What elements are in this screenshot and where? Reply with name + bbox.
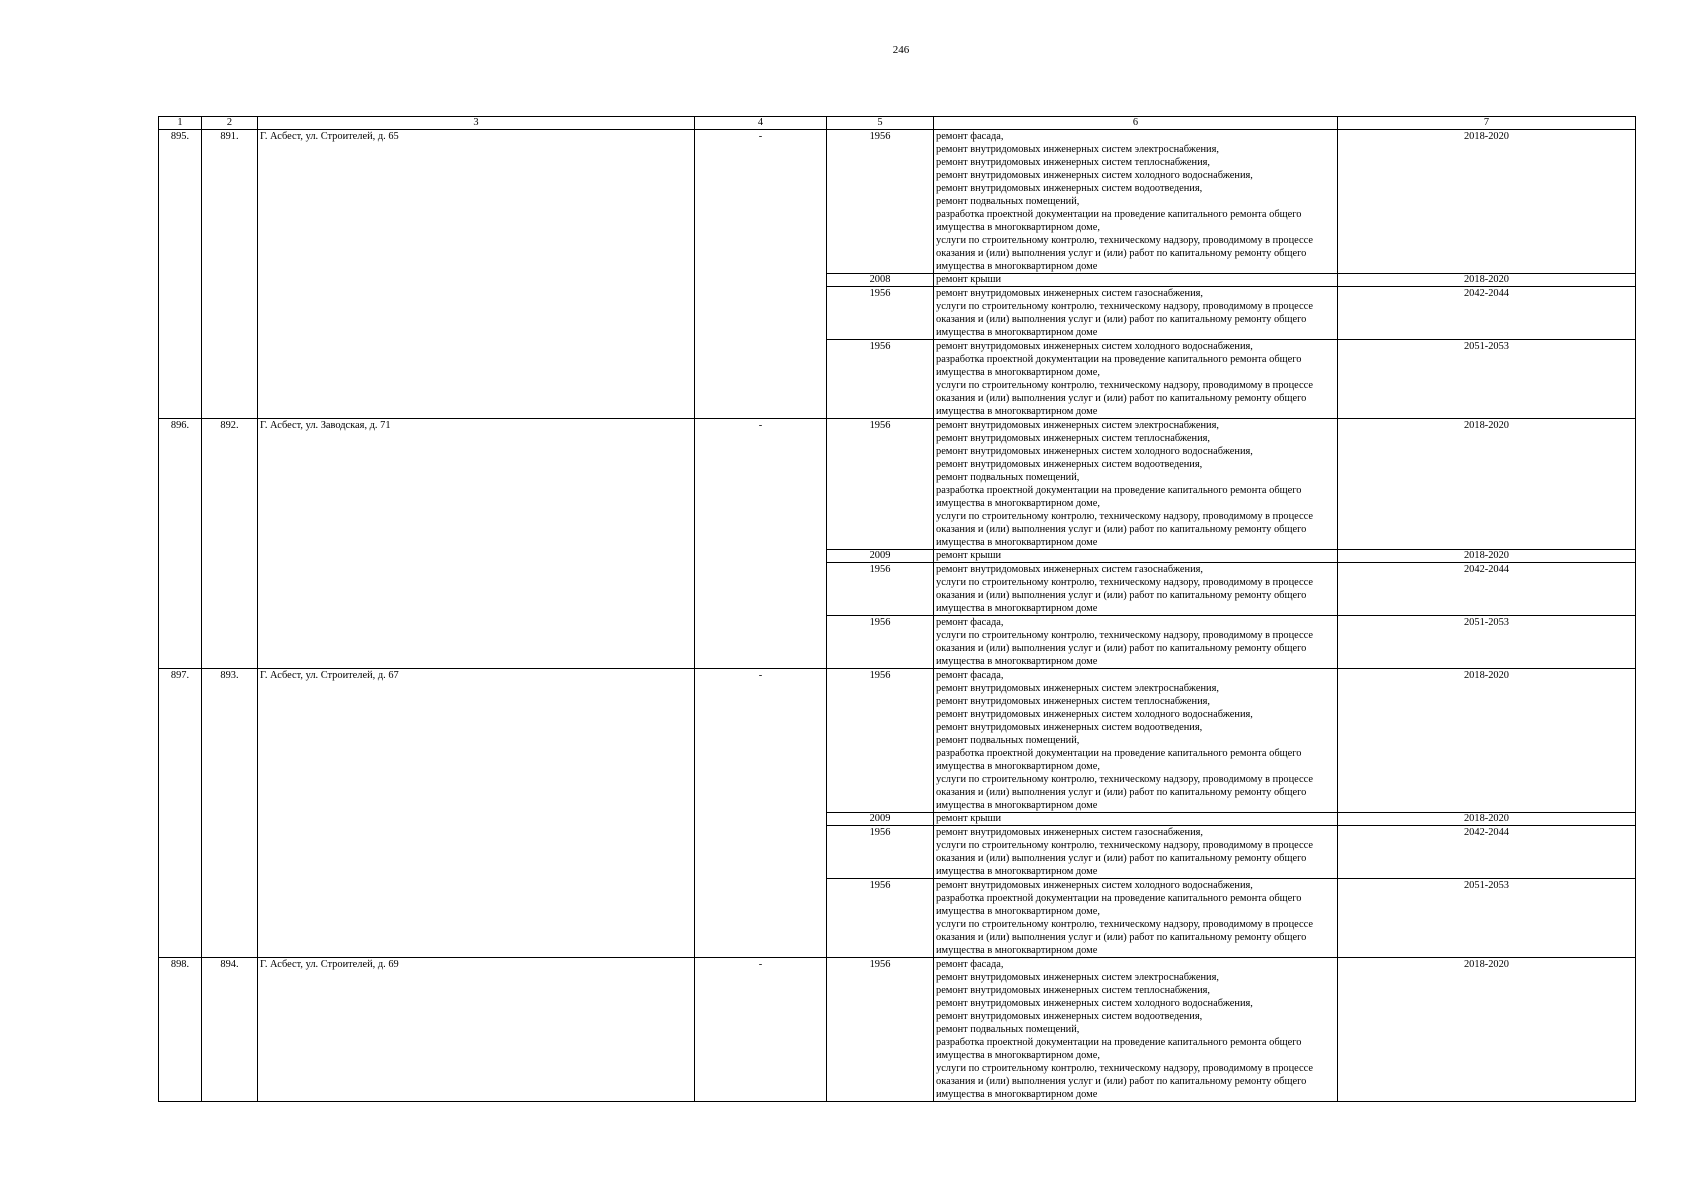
year: 1956 bbox=[827, 130, 934, 274]
address: Г. Асбест, ул. Заводская, д. 71 bbox=[258, 419, 695, 669]
table-row bbox=[159, 669, 1636, 813]
period: 2018-2020 bbox=[1338, 550, 1636, 563]
period: 2051-2053 bbox=[1338, 340, 1636, 419]
year: 1956 bbox=[827, 419, 934, 550]
works-list: ремонт фасада, ремонт внутридомовых инженерных систем электроснабжения, ремонт внутридомовых инженерных систем теплоснабжения, ремонт внутридомовых инженерных систем холодного водоснабжения, ремонт внутридомовых инженерных систем водоотведения, ремонт подвальных помещений, разработка проектной документации на проведение капитального ремонта общего имущества в многоквартирном доме, услуги по строительному контролю, техническому надзору, проводимому в процессе оказания и (или) выполнения услуг и (или) работ по капитальному ремонту общего имущества в многоквартирном доме bbox=[934, 958, 1338, 1102]
column-header: 4 bbox=[695, 117, 827, 130]
address: Г. Асбест, ул. Строителей, д. 65 bbox=[258, 130, 695, 419]
works-list: ремонт крыши bbox=[934, 550, 1338, 563]
row-number: 898. bbox=[159, 958, 202, 1102]
works-list: ремонт внутридомовых инженерных систем электроснабжения, ремонт внутридомовых инженерных систем теплоснабжения, ремонт внутридомовых инженерных систем холодного водоснабжения, ремонт внутридомовых инженерных систем водоотведения, ремонт подвальных помещений, разработка проектной документации на проведение капитального ремонта общего имущества в многоквартирном доме, услуги по строительному контролю, техническому надзору, проводимому в процессе оказания и (или) выполнения услуг и (или) работ по капитальному ремонту общего имущества в многоквартирном доме bbox=[934, 419, 1338, 550]
period: 2018-2020 bbox=[1338, 813, 1636, 826]
column-header: 7 bbox=[1338, 117, 1636, 130]
works-list: ремонт внутридомовых инженерных систем газоснабжения, услуги по строительному контролю, техническому надзору, проводимому в процессе оказания и (или) выполнения услуг и (или) работ по капитальному ремонту общего имущества в многоквартирном доме bbox=[934, 287, 1338, 340]
col4-value: - bbox=[695, 669, 827, 958]
period: 2018-2020 bbox=[1338, 958, 1636, 1102]
col4-value: - bbox=[695, 958, 827, 1102]
period: 2018-2020 bbox=[1338, 274, 1636, 287]
column-header: 5 bbox=[827, 117, 934, 130]
column-number-row bbox=[159, 117, 1636, 130]
repair-schedule-table bbox=[158, 116, 1636, 1102]
col4-value: - bbox=[695, 419, 827, 669]
works-list: ремонт крыши bbox=[934, 274, 1338, 287]
row-number: 895. bbox=[159, 130, 202, 419]
works-list: ремонт фасада, ремонт внутридомовых инженерных систем электроснабжения, ремонт внутридомовых инженерных систем теплоснабжения, ремонт внутридомовых инженерных систем холодного водоснабжения, ремонт внутридомовых инженерных систем водоотведения, ремонт подвальных помещений, разработка проектной документации на проведение капитального ремонта общего имущества в многоквартирном доме, услуги по строительному контролю, техническому надзору, проводимому в процессе оказания и (или) выполнения услуг и (или) работ по капитальному ремонту общего имущества в многоквартирном доме bbox=[934, 130, 1338, 274]
col4-value: - bbox=[695, 130, 827, 419]
table-row bbox=[159, 419, 1636, 550]
house-number: 891. bbox=[202, 130, 258, 419]
column-header: 1 bbox=[159, 117, 202, 130]
column-header: 2 bbox=[202, 117, 258, 130]
works-list: ремонт фасада, услуги по строительному контролю, техническому надзору, проводимому в процессе оказания и (или) выполнения услуг и (или) работ по капитальному ремонту общего имущества в многоквартирном доме bbox=[934, 616, 1338, 669]
works-list: ремонт внутридомовых инженерных систем газоснабжения, услуги по строительному контролю, техническому надзору, проводимому в процессе оказания и (или) выполнения услуг и (или) работ по капитальному ремонту общего имущества в многоквартирном доме bbox=[934, 826, 1338, 879]
works-list: ремонт фасада, ремонт внутридомовых инженерных систем электроснабжения, ремонт внутридомовых инженерных систем теплоснабжения, ремонт внутридомовых инженерных систем холодного водоснабжения, ремонт внутридомовых инженерных систем водоотведения, ремонт подвальных помещений, разработка проектной документации на проведение капитального ремонта общего имущества в многоквартирном доме, услуги по строительному контролю, техническому надзору, проводимому в процессе оказания и (или) выполнения услуг и (или) работ по капитальному ремонту общего имущества в многоквартирном доме bbox=[934, 669, 1338, 813]
period: 2042-2044 bbox=[1338, 287, 1636, 340]
period: 2018-2020 bbox=[1338, 419, 1636, 550]
house-number: 892. bbox=[202, 419, 258, 669]
row-number: 897. bbox=[159, 669, 202, 958]
address: Г. Асбест, ул. Строителей, д. 67 bbox=[258, 669, 695, 958]
column-header: 3 bbox=[258, 117, 695, 130]
year: 1956 bbox=[827, 826, 934, 879]
table-row bbox=[159, 130, 1636, 274]
year: 2009 bbox=[827, 813, 934, 826]
year: 1956 bbox=[827, 287, 934, 340]
period: 2018-2020 bbox=[1338, 669, 1636, 813]
works-list: ремонт внутридомовых инженерных систем холодного водоснабжения, разработка проектной документации на проведение капитального ремонта общего имущества в многоквартирном доме, услуги по строительному контролю, техническому надзору, проводимому в процессе оказания и (или) выполнения услуг и (или) работ по капитальному ремонту общего имущества в многоквартирном доме bbox=[934, 879, 1338, 958]
works-list: ремонт внутридомовых инженерных систем газоснабжения, услуги по строительному контролю, техническому надзору, проводимому в процессе оказания и (или) выполнения услуг и (или) работ по капитальному ремонту общего имущества в многоквартирном доме bbox=[934, 563, 1338, 616]
period: 2018-2020 bbox=[1338, 130, 1636, 274]
page-number: 246 bbox=[892, 44, 910, 56]
column-header: 6 bbox=[934, 117, 1338, 130]
year: 2009 bbox=[827, 550, 934, 563]
year: 1956 bbox=[827, 616, 934, 669]
house-number: 893. bbox=[202, 669, 258, 958]
works-list: ремонт крыши bbox=[934, 813, 1338, 826]
period: 2051-2053 bbox=[1338, 879, 1636, 958]
works-list: ремонт внутридомовых инженерных систем холодного водоснабжения, разработка проектной документации на проведение капитального ремонта общего имущества в многоквартирном доме, услуги по строительному контролю, техническому надзору, проводимому в процессе оказания и (или) выполнения услуг и (или) работ по капитальному ремонту общего имущества в многоквартирном доме bbox=[934, 340, 1338, 419]
period: 2042-2044 bbox=[1338, 563, 1636, 616]
year: 1956 bbox=[827, 669, 934, 813]
period: 2042-2044 bbox=[1338, 826, 1636, 879]
year: 1956 bbox=[827, 340, 934, 419]
period: 2051-2053 bbox=[1338, 616, 1636, 669]
year: 1956 bbox=[827, 563, 934, 616]
year: 1956 bbox=[827, 958, 934, 1102]
year: 1956 bbox=[827, 879, 934, 958]
row-number: 896. bbox=[159, 419, 202, 669]
table-row bbox=[159, 958, 1636, 1102]
house-number: 894. bbox=[202, 958, 258, 1102]
address: Г. Асбест, ул. Строителей, д. 69 bbox=[258, 958, 695, 1102]
year: 2008 bbox=[827, 274, 934, 287]
